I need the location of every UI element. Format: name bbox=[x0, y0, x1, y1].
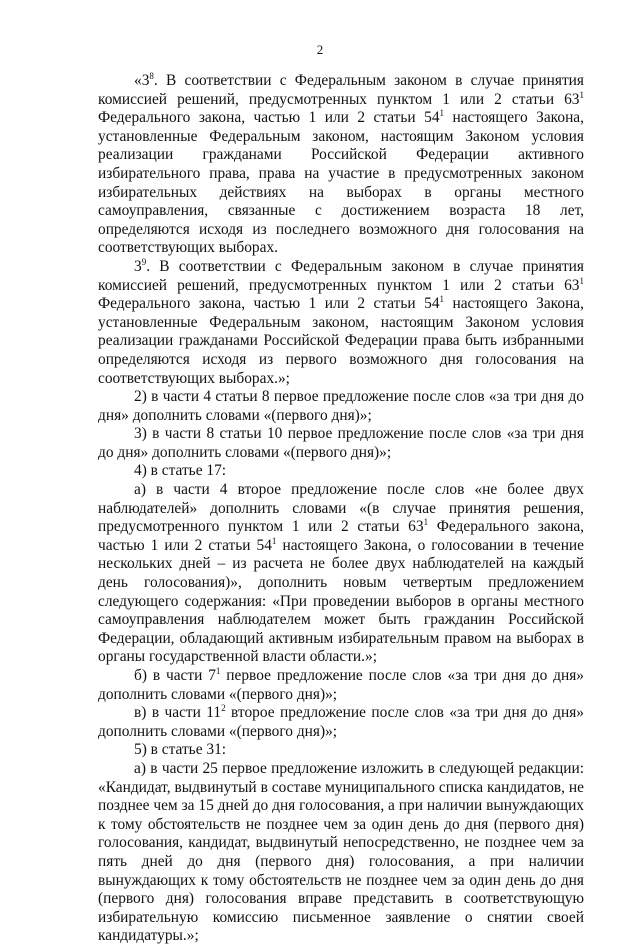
paragraph bbox=[98, 388, 584, 425]
text-run: . В соответствии с Федеральным законом в случае принятия комиссией решений, предусмотренных пунктом 1 или 2 статьи 63 bbox=[98, 257, 584, 294]
superscript: 1 bbox=[439, 294, 445, 305]
text-run: Федерального закона, частью 1 или 2 статьи 54 bbox=[98, 518, 584, 554]
superscript: 1 bbox=[423, 517, 429, 528]
superscript: 8 bbox=[149, 71, 154, 81]
page-number: 2 bbox=[316, 42, 324, 57]
paragraph bbox=[98, 741, 584, 760]
paragraph bbox=[98, 72, 584, 258]
text-run: 3 bbox=[134, 257, 142, 275]
text-run: настоящего Закона, установленные Федеральным законом, настоящим Законом условия реализации гражданами Российской Федерации активного избирательного права, права на участие в предусмотренных законом избирательных действиях на выборах в органы местного самоуправления, связанные с достижением возраста 18 лет, определяются исходя из последнего возможного дня голосования на соответствующих выборах. bbox=[98, 109, 584, 257]
text-run: 2) в части 4 статьи 8 первое предложение после слов «за три дня до дня» дополнить словами «(первого дня)»; bbox=[98, 388, 584, 424]
paragraph bbox=[98, 425, 584, 462]
text-run: 4) в статье 17: bbox=[134, 462, 227, 480]
superscript: 9 bbox=[141, 256, 147, 267]
text-run: 5) в статье 31: bbox=[134, 741, 227, 759]
text-run: Федерального закона, частью 1 или 2 статьи 54 bbox=[98, 295, 440, 313]
text-run: 3) в части 8 статьи 10 первое предложение после слов «за три дня до дня» дополнить словами «(первого дня)»; bbox=[98, 425, 584, 461]
text-run: а) в части 25 первое предложение изложить в следующей редакции: «Кандидат, выдвинутый в составе муниципального списка кандидатов, не позднее чем за 15 дней до дня голосования, а при наличии вынуждающих к тому обстоятельств не позднее чем за один день до дня (первого дня) голосования, кандидат, выдвинутый непосредственно, не позднее чем за пять дней до дня (первого дня) голосования, а при наличии вынуждающих к тому обстоятельств не позднее чем за один день до дня (первого дня) голосования вправе представить в соответствующую избирательную комиссию письменное заявление о снятии своей кандидатуры.»; bbox=[98, 759, 584, 945]
text-run: настоящего Закона, о голосовании в течение нескольких дней – из расчета не более двух наблюдателей на каждый день голосования)», дополнить новым четвертым предложением следующего содержания: «При проведении выборов в органы местного самоуправления наблюдателем может быть гражданин Российской Федерации, обладающий активным избирательным правом на выборах в органы государственной власти области.»; bbox=[98, 536, 585, 666]
superscript: 1 bbox=[579, 89, 584, 100]
document-body bbox=[98, 72, 584, 946]
text-run: Федерального закона, частью 1 или 2 статьи 54 bbox=[98, 109, 440, 127]
paragraph bbox=[98, 760, 584, 946]
text-run: а) в части 4 второе предложение после слов «не более двух наблюдателей» дополнить словами «(в случае принятия решения, предусмотренного пунктом 1 или 2 статьи 63 bbox=[98, 481, 584, 536]
text-run: второе предложение после слов «за три дня до дня» дополнить словами «(первого дня)»; bbox=[98, 704, 585, 740]
text-run: первое предложение после слов «за три дня до дня» дополнить словами «(первого дня)»; bbox=[98, 667, 585, 703]
superscript: 1 bbox=[579, 275, 584, 286]
paragraph bbox=[98, 704, 584, 741]
text-run: в) в части 11 bbox=[134, 704, 222, 722]
superscript: 1 bbox=[215, 666, 221, 676]
text-run: . В соответствии с Федеральным законом в случае принятия комиссией решений, предусмотренных пунктом 1 или 2 статьи 63 bbox=[98, 72, 584, 108]
superscript: 1 bbox=[439, 108, 445, 119]
superscript: 2 bbox=[221, 703, 226, 714]
text-run: б) в части 7 bbox=[134, 667, 216, 684]
paragraph bbox=[98, 258, 584, 388]
paragraph bbox=[98, 481, 584, 667]
superscript: 1 bbox=[271, 535, 277, 546]
text-run: «3 bbox=[134, 72, 150, 89]
paragraph bbox=[98, 667, 584, 704]
text-run: настоящего Закона, установленные Федеральным законом, настоящим Законом условия реализации гражданами Российской Федерации права быть избранными определяются исходя из первого возможного дня голосования на соответствующих выборах.»; bbox=[98, 295, 584, 387]
paragraph bbox=[98, 462, 584, 481]
